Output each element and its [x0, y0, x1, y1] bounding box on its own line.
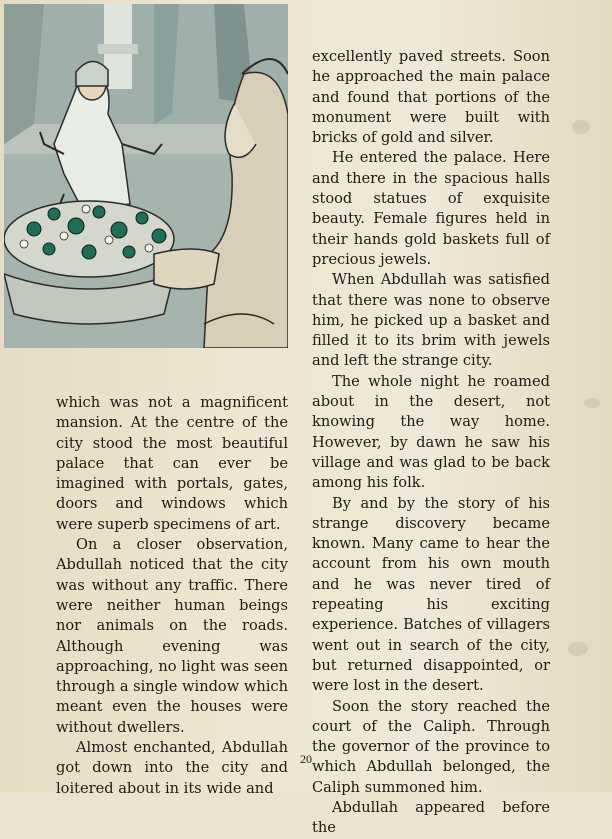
paragraph: excellently paved streets. Soon he approached the main palace and found that portions of the monument were built with bricks of gold and silver.	[312, 48, 550, 147]
paragraph: Almost enchanted, Abdullah got down into the city and loitered about in its wide and	[56, 739, 288, 797]
left-text-column	[56, 393, 288, 799]
paragraph: Soon the story reached the court of the Caliph. Through the governor of the province to which Abdullah belonged, the Caliph summoned him.	[312, 697, 550, 796]
paragraph: By and by the story of his strange discovery became known. Many came to hear the account from his own mouth and he was never tired of repeating his exciting experience. Batches of villagers went out in search of the city, but returned disappointed, or were lost in the desert.	[312, 494, 550, 695]
paper-smudge	[584, 398, 600, 408]
story-illustration	[4, 4, 288, 348]
paragraph: The whole night he roamed about in the desert, not knowing the way home. However, by dawn he saw his village and was glad to be back among his folk.	[312, 372, 550, 492]
paragraph: which was not a magnificent mansion. At the centre of the city stood the most beautiful palace that can ever be imagined with portals, gates, doors and windows which were superb specimens of art.	[56, 394, 288, 533]
paragraph: He entered the palace. Here and there in the spacious halls stood statues of exquisite beauty. Female figures held in their hands gold baskets full of precious jewels.	[312, 149, 550, 268]
paper-smudge	[572, 120, 590, 134]
right-text-column	[312, 47, 550, 839]
paragraph: When Abdullah was satisfied that there was none to observe him, he picked up a basket and filled it to its brim with jewels and left the strange city.	[312, 271, 550, 370]
paragraph: On a closer observation, Abdullah noticed that the city was without any traffic. There were neither human beings nor animals on the roads. Although evening was approaching, no light was seen through a single window which meant even the houses were without dwellers.	[56, 536, 288, 736]
paragraph: Abdullah appeared before the	[312, 798, 550, 837]
paper-smudge	[568, 642, 588, 656]
page-number: 20	[300, 752, 312, 766]
